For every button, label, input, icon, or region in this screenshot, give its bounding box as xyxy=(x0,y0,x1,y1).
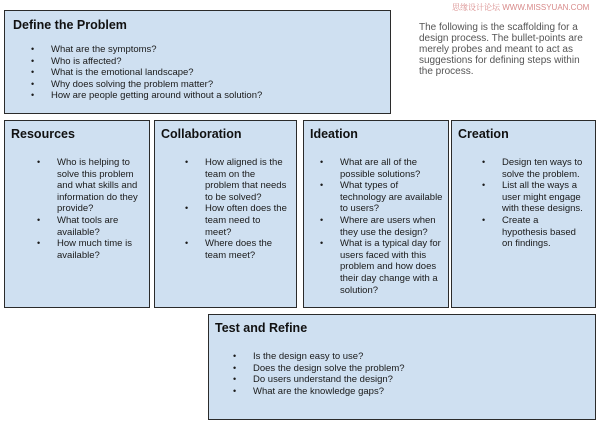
ideation-item: • What types of technology are available to users? xyxy=(340,180,444,215)
define-the-problem-box xyxy=(4,10,391,114)
ideation-title: Ideation xyxy=(310,127,358,141)
define-item: • How are people getting around without a solution? xyxy=(51,90,262,102)
creation-title: Creation xyxy=(458,127,509,141)
creation-box xyxy=(451,120,596,308)
creation-item: • Create a hypothesis based on findings. xyxy=(502,215,586,250)
define-list xyxy=(51,44,262,102)
test-list xyxy=(253,351,405,397)
resources-list xyxy=(57,157,141,261)
test-title: Test and Refine xyxy=(215,321,308,335)
define-title: Define the Problem xyxy=(13,18,127,32)
collaboration-title: Collaboration xyxy=(161,127,242,141)
ideation-item: • What is a typical day for users faced with this problem and how does their day change with a solution? xyxy=(340,238,444,296)
test-item: • Does the design solve the problem? xyxy=(253,363,405,375)
test-item: • Do users understand the design? xyxy=(253,374,405,386)
creation-item: • Design ten ways to solve the problem. xyxy=(502,157,586,180)
scaffolding-note: The following is the scaffolding for a design process. The bullet-points are merely probes and meant to act as suggestions for defining steps within the process. xyxy=(419,22,583,77)
creation-item: • List all the ways a user might engage with these designs. xyxy=(502,180,586,215)
define-item: • What are the symptoms? xyxy=(51,44,262,56)
collaboration-item: • Where does the team meet? xyxy=(205,238,289,261)
watermark-text: 思缘设计论坛 WWW.MISSYUAN.COM xyxy=(452,3,590,12)
define-item: • What is the emotional landscape? xyxy=(51,67,262,79)
ideation-box xyxy=(303,120,449,308)
ideation-item: • What are all of the possible solutions? xyxy=(340,157,444,180)
collaboration-list xyxy=(205,157,289,261)
resources-item: • Who is helping to solve this problem and what skills and information do they provide? xyxy=(57,157,141,215)
collaboration-item: • How aligned is the team on the problem that needs to be solved? xyxy=(205,157,289,203)
test-item: • Is the design easy to use? xyxy=(253,351,405,363)
define-item: • Who is affected? xyxy=(51,56,262,68)
collaboration-box xyxy=(154,120,297,308)
test-and-refine-box xyxy=(208,314,596,420)
resources-item: • How much time is available? xyxy=(57,238,141,261)
resources-box xyxy=(4,120,150,308)
test-item: • What are the knowledge gaps? xyxy=(253,386,405,398)
ideation-item: • Where are users when they use the design? xyxy=(340,215,444,238)
define-item: • Why does solving the problem matter? xyxy=(51,79,262,91)
resources-item: • What tools are available? xyxy=(57,215,141,238)
collaboration-item: • How often does the team need to meet? xyxy=(205,203,289,238)
ideation-list xyxy=(340,157,444,296)
resources-title: Resources xyxy=(11,127,75,141)
creation-list xyxy=(502,157,586,250)
